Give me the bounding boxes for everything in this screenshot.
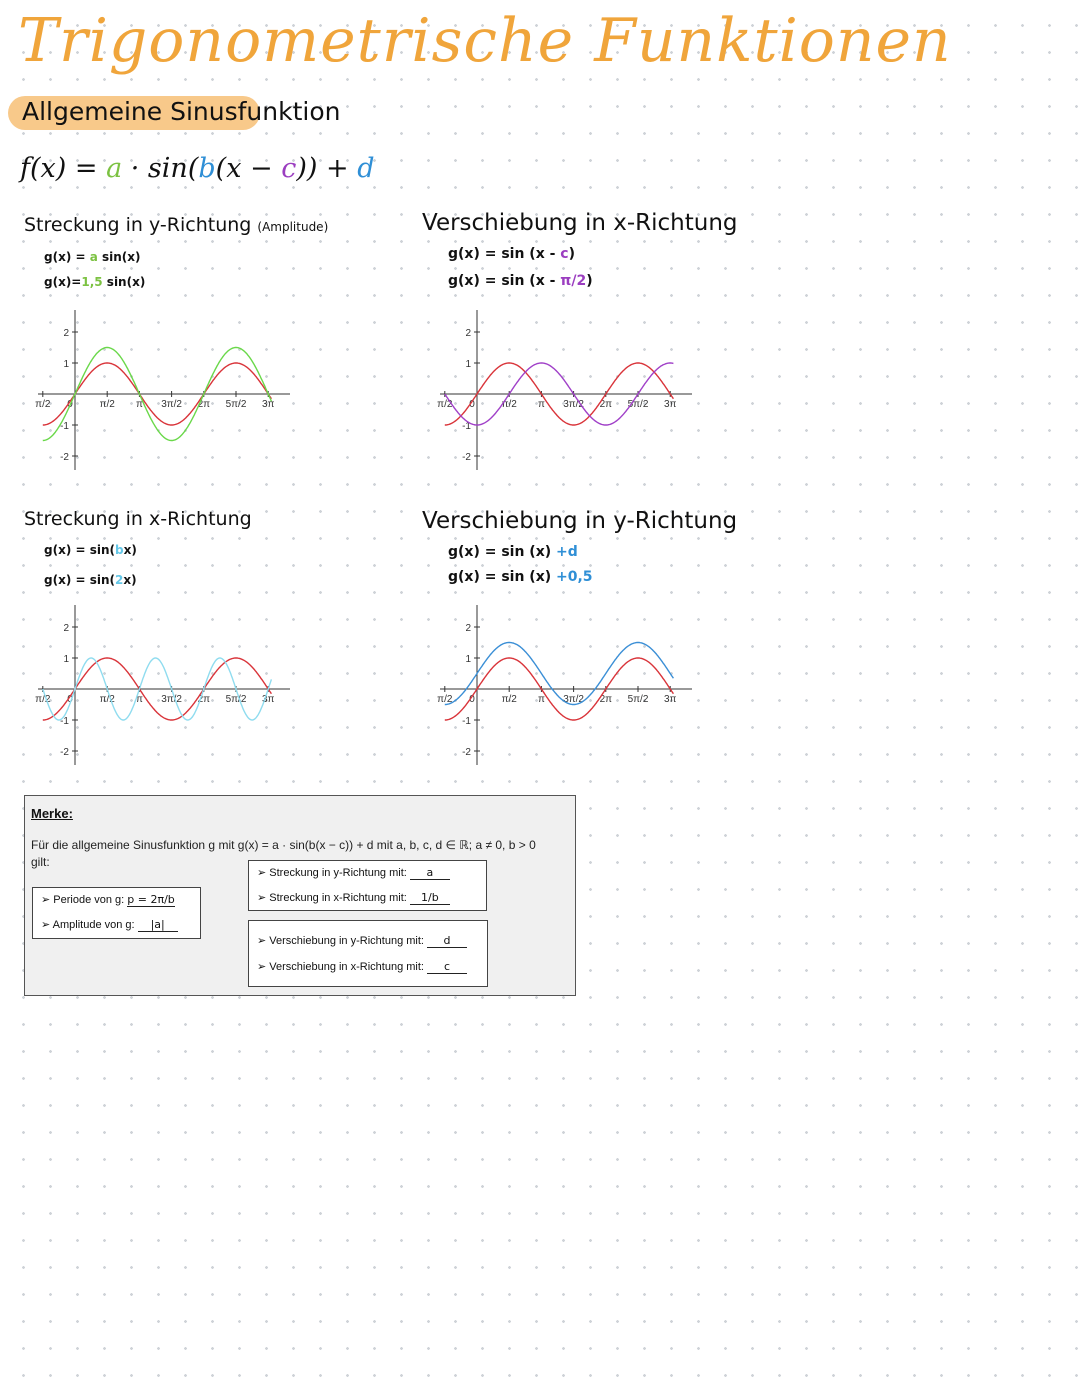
y-tick-label: -1 (462, 716, 471, 727)
x-tick-label: 2π (599, 399, 613, 410)
param-c: c (281, 153, 297, 184)
formula-line: g(x) = sin (x) +0,5 (448, 569, 593, 585)
page-title: Trigonometrische Funktionen (18, 6, 952, 76)
x-tick-label: π/2 (437, 694, 453, 705)
x-tick-label: 3π (663, 694, 677, 705)
y-tick-label: 1 (63, 654, 69, 665)
formula-line: g(x) = sin (x - π/2) (448, 273, 593, 289)
formula-line: g(x) = sin (x - c) (448, 246, 576, 262)
y-tick-label: -1 (462, 421, 471, 432)
param-a: a (106, 153, 123, 184)
x-tick-label: π (537, 399, 545, 410)
section-heading-shift-x: Verschiebung in x-Richtung (422, 210, 738, 236)
x-tick-label: π (135, 399, 143, 410)
x-tick-label: π/2 (35, 694, 51, 705)
formula-line: g(x)=1,5 sin(x) (44, 275, 146, 289)
param-d: d (357, 153, 375, 184)
shift-box (248, 920, 488, 987)
merke-heading: Merke: (31, 806, 73, 821)
graph-stretch-y (30, 310, 320, 480)
merke-text: Für die allgemeine Sinusfunktion g mit g(x) = a · sin(b(x − c)) + d mit a, b, c, d ∈ ℝ; a ≠ 0, b > 0 (31, 838, 536, 852)
section-heading-shift-y: Verschiebung in y-Richtung (422, 508, 738, 534)
x-tick-label: 3π/2 (563, 399, 585, 410)
x-tick-label: 0 (469, 694, 475, 705)
x-tick-label: 3π/2 (563, 694, 585, 705)
x-tick-label: π/2 (501, 399, 517, 410)
x-tick-label: 3π/2 (161, 399, 183, 410)
x-tick-label: π/2 (99, 399, 115, 410)
amplitude-row: ➢ Amplitude von g: |a| (41, 918, 178, 932)
y-tick-label: 1 (465, 359, 471, 370)
y-tick-label: 1 (465, 654, 471, 665)
section-heading-stretch-x: Streckung in x-Richtung (24, 508, 252, 530)
y-tick-label: 2 (465, 623, 471, 634)
y-tick-label: 2 (63, 328, 69, 339)
merke-text-gilt: gilt: (31, 855, 50, 869)
shift-y-row: ➢ Verschiebung in y-Richtung mit: d (257, 934, 467, 948)
y-tick-label: -2 (60, 452, 69, 463)
y-tick-label: -1 (60, 421, 69, 432)
x-tick-label: π (135, 694, 143, 705)
x-tick-label: 0 (67, 399, 73, 410)
x-tick-label: π/2 (35, 399, 51, 410)
x-tick-label: 2π (197, 399, 211, 410)
y-tick-label: 2 (63, 623, 69, 634)
y-tick-label: 2 (465, 328, 471, 339)
x-tick-label: 3π (663, 399, 677, 410)
x-tick-label: π/2 (437, 399, 453, 410)
x-tick-label: 3π (261, 694, 275, 705)
y-tick-label: -2 (462, 747, 471, 758)
x-tick-label: π (537, 694, 545, 705)
y-tick-label: 1 (63, 359, 69, 370)
x-tick-label: π/2 (501, 694, 517, 705)
x-tick-label: 0 (67, 694, 73, 705)
y-tick-label: -2 (462, 452, 471, 463)
general-formula: f(x) = a · sin(b(x − c)) + d (20, 153, 375, 184)
x-tick-label: 2π (599, 694, 613, 705)
formula-line: g(x) = sin(2x) (44, 573, 137, 587)
x-tick-label: 5π/2 (225, 694, 247, 705)
graph-stretch-x (30, 605, 320, 775)
section-heading-stretch-y: Streckung in y-Richtung (Amplitude) (24, 214, 329, 236)
formula-line: g(x) = a sin(x) (44, 250, 141, 264)
x-tick-label: 3π/2 (161, 694, 183, 705)
graph-shift-x (432, 310, 722, 480)
x-tick-label: 3π (261, 399, 275, 410)
x-tick-label: 5π/2 (627, 694, 649, 705)
stretch-box (248, 860, 487, 911)
formula-line: g(x) = sin(bx) (44, 543, 137, 557)
shift-x-row: ➢ Verschiebung in x-Richtung mit: c (257, 960, 467, 974)
period-row: ➢ Periode von g: p = 2π/b (41, 893, 175, 906)
y-tick-label: -1 (60, 716, 69, 727)
stretch-y-row: ➢ Streckung in y-Richtung mit: a (257, 866, 450, 880)
graph-shift-y (432, 605, 722, 775)
x-tick-label: 2π (197, 694, 211, 705)
y-tick-label: -2 (60, 747, 69, 758)
x-tick-label: 0 (469, 399, 475, 410)
stretch-x-row: ➢ Streckung in x-Richtung mit: 1/b (257, 891, 450, 905)
param-b: b (198, 153, 216, 184)
x-tick-label: 5π/2 (627, 399, 649, 410)
x-tick-label: π/2 (99, 694, 115, 705)
subtitle: Allgemeine Sinusfunktion (22, 97, 341, 126)
period-amplitude-box (32, 887, 201, 939)
formula-line: g(x) = sin (x) +d (448, 544, 578, 560)
x-tick-label: 5π/2 (225, 399, 247, 410)
